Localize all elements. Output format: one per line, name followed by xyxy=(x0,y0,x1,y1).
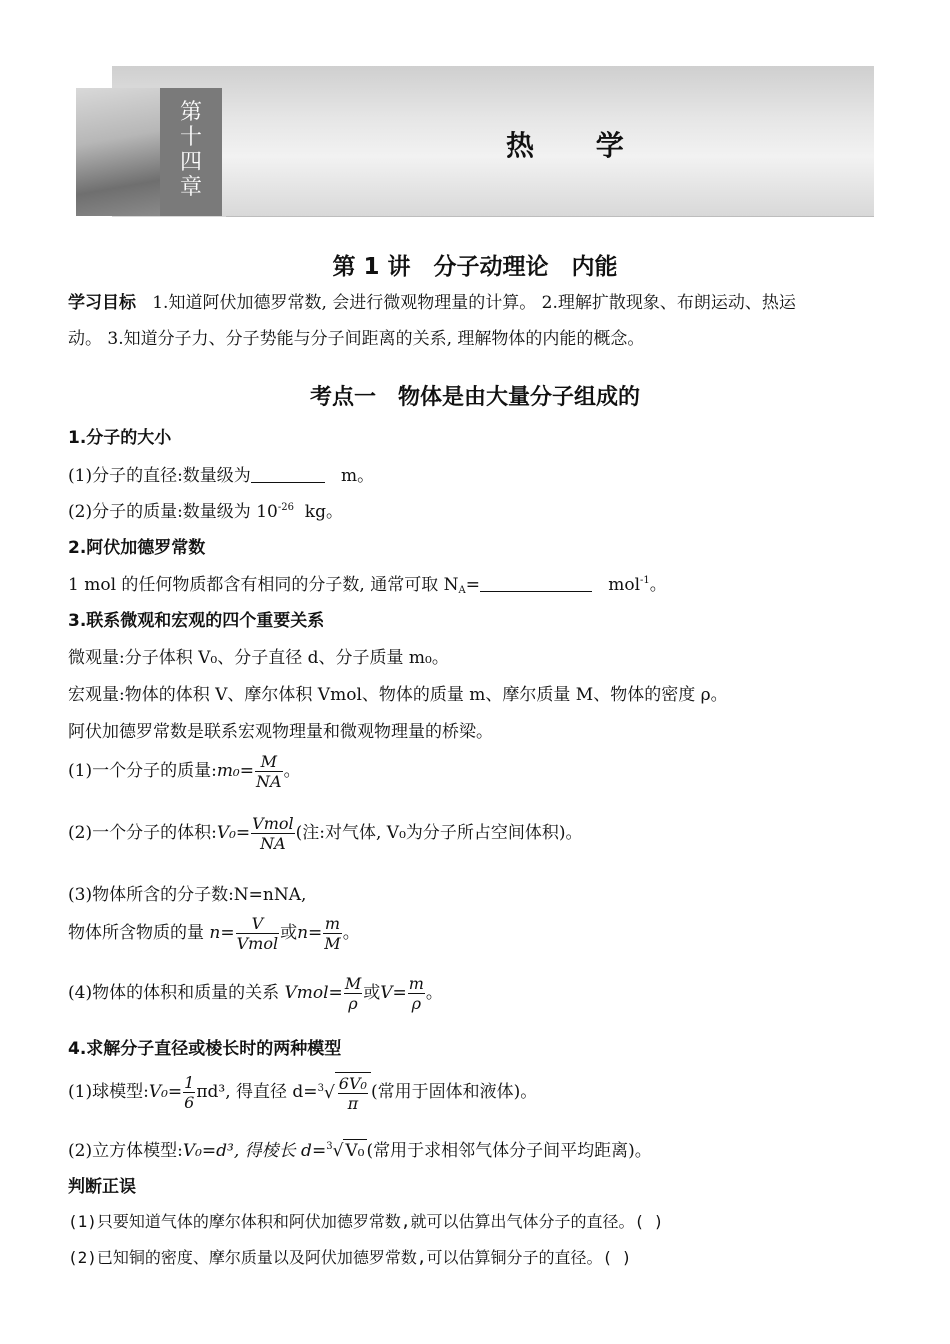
formula-volume-mass-relation: (4)物体的体积和质量的关系 Vmol= $\frac{M}{\rho}$ 或V= $\frac{m}{\rho}$ 。 xyxy=(68,974,443,1013)
cube-model: (2)立方体模型:V₀=d³, 得棱长 d=$^3$√ V₀ (常用于求相邻气体分子间平均距离)。 xyxy=(68,1141,652,1161)
fraction: $\frac{m}{\rho}$ xyxy=(408,974,424,1013)
micro-quantities: 微观量:分子体积 V₀、分子直径 d、分子质量 m₀。 xyxy=(68,648,449,668)
fraction: $\frac{M}{\rho}$ xyxy=(344,974,362,1013)
judge-question-2: (2)已知铜的密度、摩尔质量以及阿伏加德罗常数,可以估算铜分子的直径。( ) xyxy=(68,1248,632,1267)
diameter-item: (1)分子的直径:数量级为 m。 xyxy=(68,466,375,486)
fraction: $\frac{m}{M}$ xyxy=(324,914,341,953)
fraction: $\frac{V}{\text{Vmol}}$ xyxy=(236,914,279,953)
formula-molecule-mass: (1)一个分子的质量:m₀= $\frac{M}{NA}$ 。 xyxy=(68,752,301,791)
banner-divider xyxy=(226,216,874,217)
avogadro-text: 1 mol 的任何物质都含有相同的分子数, 通常可取 $N_A=$ mol$^{-1}$。 xyxy=(68,575,667,596)
macro-quantities: 宏观量:物体的体积 V、摩尔体积 Vmol、物体的质量 m、摩尔质量 M、物体的密度 ρ。 xyxy=(68,685,728,705)
mass-item: (2)分子的质量:数量级为 $10^{-26}$ kg。 xyxy=(68,502,343,522)
topic-title: 考点一 物体是由大量分子组成的 xyxy=(309,385,640,410)
bridge-statement: 阿伏加德罗常数是联系宏观物理量和微观物理量的桥梁。 xyxy=(68,722,493,742)
sphere-model: (1)球模型:V₀= $\frac{1}{6}$ πd³, 得直径 d=$^3$√ $\frac{\text{6V₀}}{\pi}$ (常用于固体和液体)。 xyxy=(68,1073,538,1113)
objectives-line-1: 学习目标 1.知道阿伏加德罗常数, 会进行微观物理量的计算。 2.理解扩散现象、布朗运动、热运 xyxy=(68,293,796,313)
landscape-photo xyxy=(76,88,160,216)
formula-molecule-count: (3)物体所含的分子数:N=nNA, xyxy=(68,885,307,905)
section-heading-relations: 3.联系微观和宏观的四个重要关系 xyxy=(68,611,325,631)
fraction: $\frac{\text{6V₀}}{\pi}$ xyxy=(338,1074,367,1113)
banner-background-image xyxy=(112,66,874,217)
section-heading-models: 4.求解分子直径或棱长时的两种模型 xyxy=(68,1039,342,1059)
formula-amount-of-substance: 物体所含物质的量 n= $\frac{V}{\text{Vmol}}$ 或n= $\frac{m}{M}$ 。 xyxy=(68,914,360,953)
section-heading-avogadro: 2.阿伏加德罗常数 xyxy=(68,538,206,558)
fraction: $\frac{\text{Vmol}}{NA}$ xyxy=(252,814,294,853)
judge-heading: 判断正误 xyxy=(68,1177,136,1197)
objectives-label: 学习目标 xyxy=(68,293,136,313)
section-heading-size: 1.分子的大小 xyxy=(68,428,172,448)
chapter-title: 热 学 xyxy=(506,129,650,162)
answer-blank[interactable] xyxy=(480,577,592,592)
fraction: $\frac{1}{6}$ xyxy=(184,1073,195,1112)
formula-molecule-volume: (2)一个分子的体积:V₀= $\frac{\text{Vmol}}{NA}$ (注:对气体, V₀为分子所占空间体积)。 xyxy=(68,814,583,853)
chapter-label: 第 十 四 章 xyxy=(179,100,202,200)
chapter-banner xyxy=(76,66,874,217)
answer-blank[interactable] xyxy=(251,468,325,483)
fraction: $\frac{M}{NA}$ xyxy=(256,752,282,791)
judge-question-1: (1)只要知道气体的摩尔体积和阿伏加德罗常数,就可以估算出气体分子的直径。( ) xyxy=(68,1212,664,1231)
cube-root: $^3$√ $\frac{\text{6V₀}}{\pi}$ xyxy=(318,1072,371,1113)
objectives-line-2: 动。 3.知道分子力、分子势能与分子间距离的关系, 理解物体的内能的概念。 xyxy=(68,329,645,349)
lesson-title: 第 1 讲 分子动理论 内能 xyxy=(332,254,618,280)
